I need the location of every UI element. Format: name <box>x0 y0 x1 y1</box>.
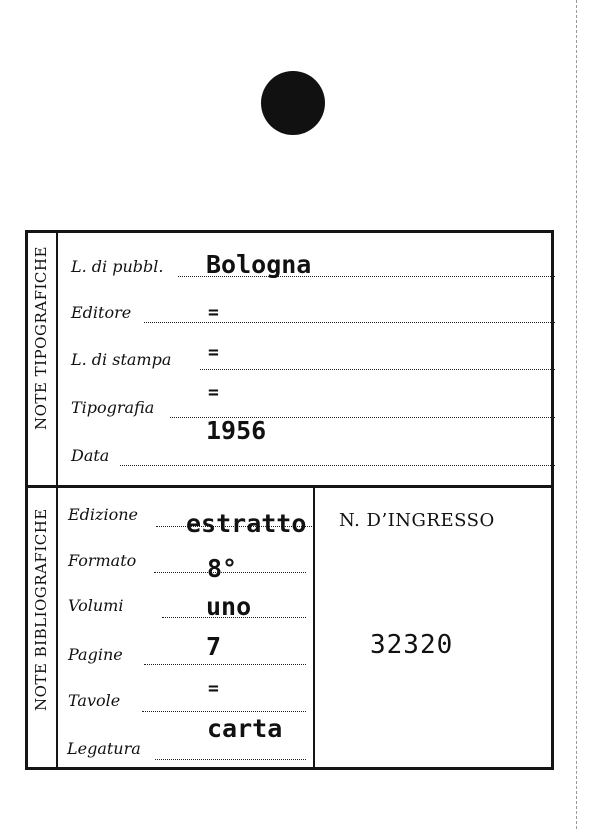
binding-line <box>155 759 306 760</box>
typographic-section-title: NOTE TIPOGRAFICHE <box>32 246 50 430</box>
accession-divider <box>313 488 315 768</box>
binding-value: carta <box>207 714 283 743</box>
edition-label: Edizione <box>68 505 138 524</box>
pages-label: Pagine <box>68 645 123 664</box>
printer-label: Tipografia <box>71 398 155 417</box>
print-place-line <box>200 369 555 370</box>
plates-line <box>142 711 306 712</box>
place-of-publication-value: Bologna <box>206 250 312 279</box>
date-value: 1956 <box>206 416 267 445</box>
section-divider <box>27 485 552 488</box>
punch-hole <box>261 71 325 135</box>
side-label-divider <box>56 232 58 768</box>
bibliographic-section-title: NOTE BIBLIOGRAFICHE <box>32 508 50 711</box>
publisher-value: = <box>208 302 219 323</box>
plates-label: Tavole <box>68 691 121 710</box>
print-place-label: L. di stampa <box>71 350 172 369</box>
binding-label: Legatura <box>67 739 141 758</box>
volumes-value: uno <box>206 592 252 621</box>
edition-value: estratto <box>186 509 307 538</box>
date-label: Data <box>71 446 110 465</box>
publisher-label: Editore <box>71 303 132 322</box>
accession-heading: N. D’INGRESSO <box>339 510 495 531</box>
accession-number: 32320 <box>370 630 454 660</box>
printer-value: = <box>208 382 219 403</box>
format-label: Formato <box>68 551 137 570</box>
pages-line <box>144 664 306 665</box>
print-place-value: = <box>208 342 219 363</box>
card-edge <box>576 0 577 829</box>
place-of-publication-label: L. di pubbl. <box>71 257 164 276</box>
plates-value: = <box>208 678 219 699</box>
format-value: 8° <box>207 554 238 583</box>
volumes-label: Volumi <box>68 596 124 615</box>
publisher-line <box>144 322 555 323</box>
pages-value: 7 <box>206 632 222 661</box>
date-line <box>120 465 555 466</box>
